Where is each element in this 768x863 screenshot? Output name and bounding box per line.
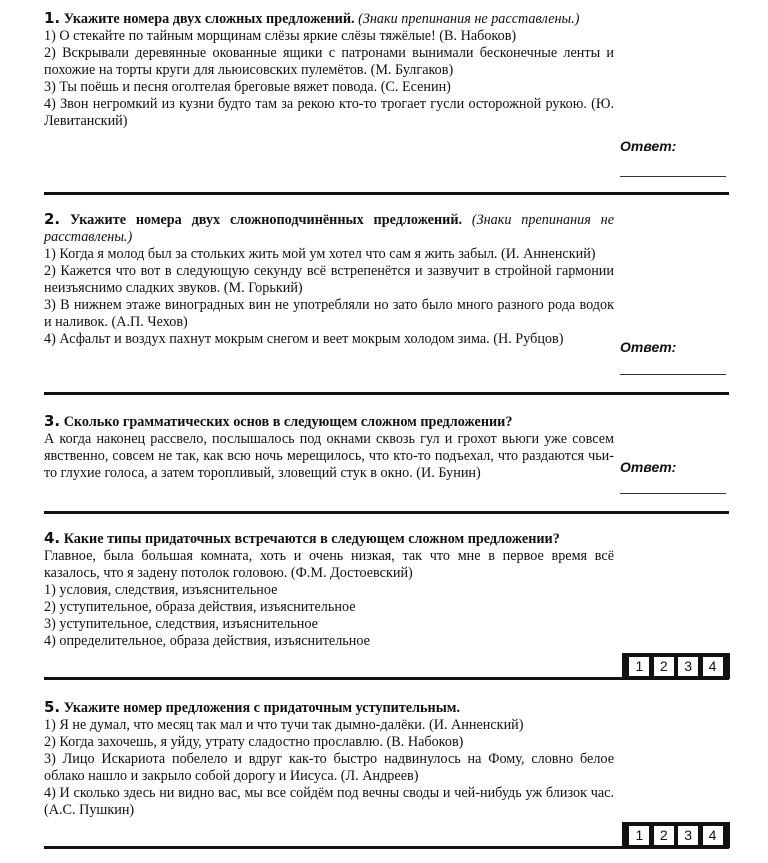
task-question: Укажите номера двух сложных предложений. <box>63 11 355 27</box>
divider <box>44 511 729 514</box>
option-3: 3) уступительное, следствия, изъяснительное <box>44 616 318 632</box>
task-2 <box>44 211 729 348</box>
task-2-heading <box>44 211 614 246</box>
task-question: Какие типы придаточных встречаются в следующем сложном предложении? <box>63 531 560 547</box>
task-2-body <box>44 211 614 348</box>
task-question: Сколько грамматических основ в следующем сложном предложении? <box>63 414 513 430</box>
task-5-heading <box>44 699 614 717</box>
option-4: 4) определительное, образа действия, изъяснительное <box>44 633 370 649</box>
option-2: 2) уступительное, образа действия, изъяснительное <box>44 599 356 615</box>
task-4-sentence: Главное, была большая комната, хоть и очень низкая, так что мне в первое время всё казалось, что я задену потолок головою. (Ф.М. Достоевский) <box>44 548 614 581</box>
choice-4-checkbox[interactable]: 4 <box>703 657 723 676</box>
divider <box>44 392 729 395</box>
task-5 <box>44 699 729 819</box>
task-number: 5. <box>44 698 61 716</box>
divider <box>44 677 729 680</box>
option-1: 1) О стекайте по тайным морщинам слёзы яркие слёзы тяжёлые! (В. Набоков) <box>44 28 517 44</box>
task-question: Укажите номер предложения с придаточным уступительным. <box>63 700 461 716</box>
option-2: 2) Кажется что вот в следующую секунду всё встрепенётся и зазвучит в стройной гармонии неизъяснимо сладких звуков. (М. Горький) <box>44 263 614 296</box>
option-3: 3) Лицо Искариота побелело и вдруг как-то быстро надвинулось на Фому, словно белое облако нашло и закрыло собой дорогу и Иисуса. (Л. Андреев) <box>44 751 614 784</box>
answer-label: Ответ: <box>620 339 677 355</box>
task-number: 3. <box>44 412 61 430</box>
option-4: 4) Асфальт и воздух пахнут мокрым снегом и веет мокрым холодом зима. (Н. Рубцов) <box>44 331 564 347</box>
option-1: 1) Когда я молод был за стольких жить мой ум хотел что сам я жить забыл. (И. Анненский) <box>44 246 596 262</box>
option-3: 3) Ты поёшь и песня оголтелая бреговые вяжет повода. (С. Есенин) <box>44 79 451 95</box>
choice-3-checkbox[interactable]: 3 <box>678 826 698 845</box>
option-1: 1) Я не думал, что месяц так мал и что тучи так дымно-далёки. (И. Анненский) <box>44 717 524 733</box>
task-1-heading <box>44 10 614 28</box>
divider <box>44 192 729 195</box>
choice-1-checkbox[interactable]: 1 <box>629 657 649 676</box>
choice-2-checkbox[interactable]: 2 <box>654 826 674 845</box>
task-3-heading <box>44 413 614 431</box>
task-number: 1. <box>44 9 61 27</box>
task-3-sentence: А когда наконец рассвело, послышалось под окнами сквозь гул и грохот вьюги уже совсем явственно, совсем не так, как всю ночь мерещилось, что кто-то подъехал, что раздаются чьи-то глухие голоса, а затем торопливый, зловещий стук в окно. (И. Бунин) <box>44 431 614 481</box>
choice-2-checkbox[interactable]: 2 <box>654 657 674 676</box>
choice-4-checkbox[interactable]: 4 <box>703 826 723 845</box>
option-2: 2) Вскрывали деревянные окованные ящики с патронами вынимали бесконечные ленты и похожие на торты круги для льюисовских пулемётов. (М. Булгаков) <box>44 45 614 78</box>
option-3: 3) В нижнем этаже виноградных вин не употребляли но зато было много разного рода водок и наливок. (А.П. Чехов) <box>44 297 614 330</box>
task-4 <box>44 530 729 650</box>
task-number: 4. <box>44 529 61 547</box>
answer-choice-boxes <box>622 822 730 848</box>
answer-choice-boxes <box>622 653 730 679</box>
answer-field[interactable] <box>620 374 726 375</box>
option-2: 2) Когда захочешь, я уйду, утрату сладостно прославлю. (В. Набоков) <box>44 734 464 750</box>
task-number: 2. <box>44 210 61 228</box>
answer-label: Ответ: <box>620 138 677 154</box>
task-note: (Знаки препинания не расставлены.) <box>44 212 614 245</box>
task-5-body <box>44 699 614 819</box>
task-4-heading <box>44 530 614 548</box>
option-1: 1) условия, следствия, изъяснительное <box>44 582 278 598</box>
task-1-body <box>44 10 614 130</box>
choice-3-checkbox[interactable]: 3 <box>678 657 698 676</box>
option-4: 4) И сколько здесь ни видно вас, мы все сойдём под вечны своды и чей-нибудь уж близок час. (А.С. Пушкин) <box>44 785 614 818</box>
answer-label: Ответ: <box>620 459 677 475</box>
divider <box>44 846 729 849</box>
task-1 <box>44 10 729 130</box>
task-4-body <box>44 530 614 650</box>
task-3-body <box>44 413 614 482</box>
option-4: 4) Звон негромкий из кузни будто там за рекою кто-то трогает гусли осторожной рукою. (Ю. Левитанский) <box>44 96 614 129</box>
task-question: Укажите номера двух сложноподчинённых предложений. <box>69 212 463 228</box>
task-note: (Знаки препинания не расставлены.) <box>358 11 580 27</box>
answer-field[interactable] <box>620 493 726 494</box>
answer-field[interactable] <box>620 176 726 177</box>
choice-1-checkbox[interactable]: 1 <box>629 826 649 845</box>
